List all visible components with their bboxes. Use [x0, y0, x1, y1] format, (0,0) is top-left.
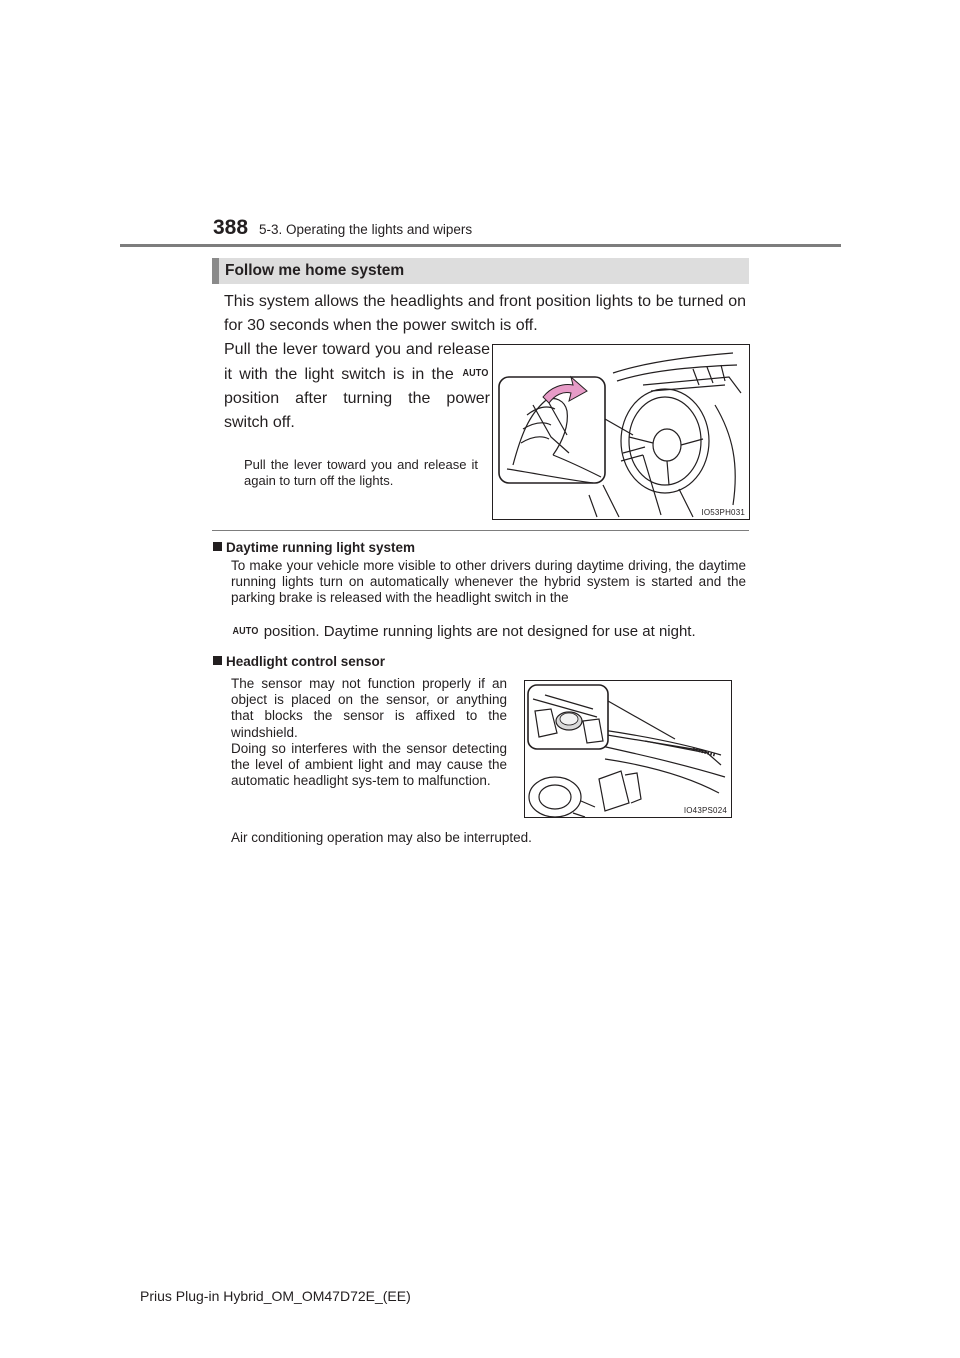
sensor-text [231, 676, 507, 789]
square-bullet-icon [213, 656, 222, 665]
footer-text: Prius Plug-in Hybrid_OM_OM47D72E_(EE) [140, 1288, 411, 1304]
instruction-note: Pull the lever toward you and release it again to turn off the lights. [244, 457, 478, 488]
section-intro: This system allows the headlights and front position lights to be turned on for 30 seconds when the power switch is off. [224, 293, 746, 334]
sensor-text-1: The sensor may not function properly if an object is placed on the sensor, or anything that blocks the sensor is affixed to the windshield. [231, 676, 507, 740]
section-title-bar [212, 258, 749, 284]
sensor-illustration [524, 680, 732, 818]
square-bullet-icon [213, 542, 222, 551]
lever-illustration [492, 344, 750, 520]
sensor-heading [213, 653, 385, 671]
instruction-after: position after turning the power switch off. [224, 390, 490, 431]
sensor-text-3: Air conditioning operation may also be interrupted. [231, 830, 532, 845]
lever-drawing [493, 345, 749, 519]
daytime-text-after: position. Daytime running lights are not designed for use at night. [263, 623, 696, 640]
figure-code: IO43PS024 [683, 806, 727, 815]
section-bar-accent [212, 258, 219, 284]
daytime-heading-label: Daytime running light system [226, 540, 416, 555]
section-title: Follow me home system [225, 262, 405, 279]
section-divider [212, 530, 749, 531]
instruction-text [224, 338, 490, 435]
daytime-text-continued [231, 624, 746, 640]
breadcrumb: 5-3. Operating the lights and wipers [259, 222, 473, 237]
auto-switch-icon: AUTO [232, 626, 259, 637]
instruction-before: Pull the lever toward you and release it with the light switch is in the [224, 341, 490, 383]
page-number: 388 [213, 216, 249, 239]
header-rule [120, 244, 841, 247]
sensor-text-2: Doing so interferes with the sensor detecting the level of ambient light and may cause the automatic headlight sys-tem to malfunction. [231, 740, 507, 789]
daytime-heading [213, 539, 415, 557]
figure-code: IO53PH031 [701, 508, 745, 517]
daytime-text: To make your vehicle more visible to other drivers during daytime driving, the daytime running lights turn on automatically whenever the hybrid system is started and the parking brake is released with the headlight switch in the [231, 558, 746, 605]
sensor-drawing [525, 681, 731, 817]
sensor-heading-label: Headlight control sensor [226, 654, 386, 669]
auto-switch-icon: AUTO [462, 368, 489, 379]
